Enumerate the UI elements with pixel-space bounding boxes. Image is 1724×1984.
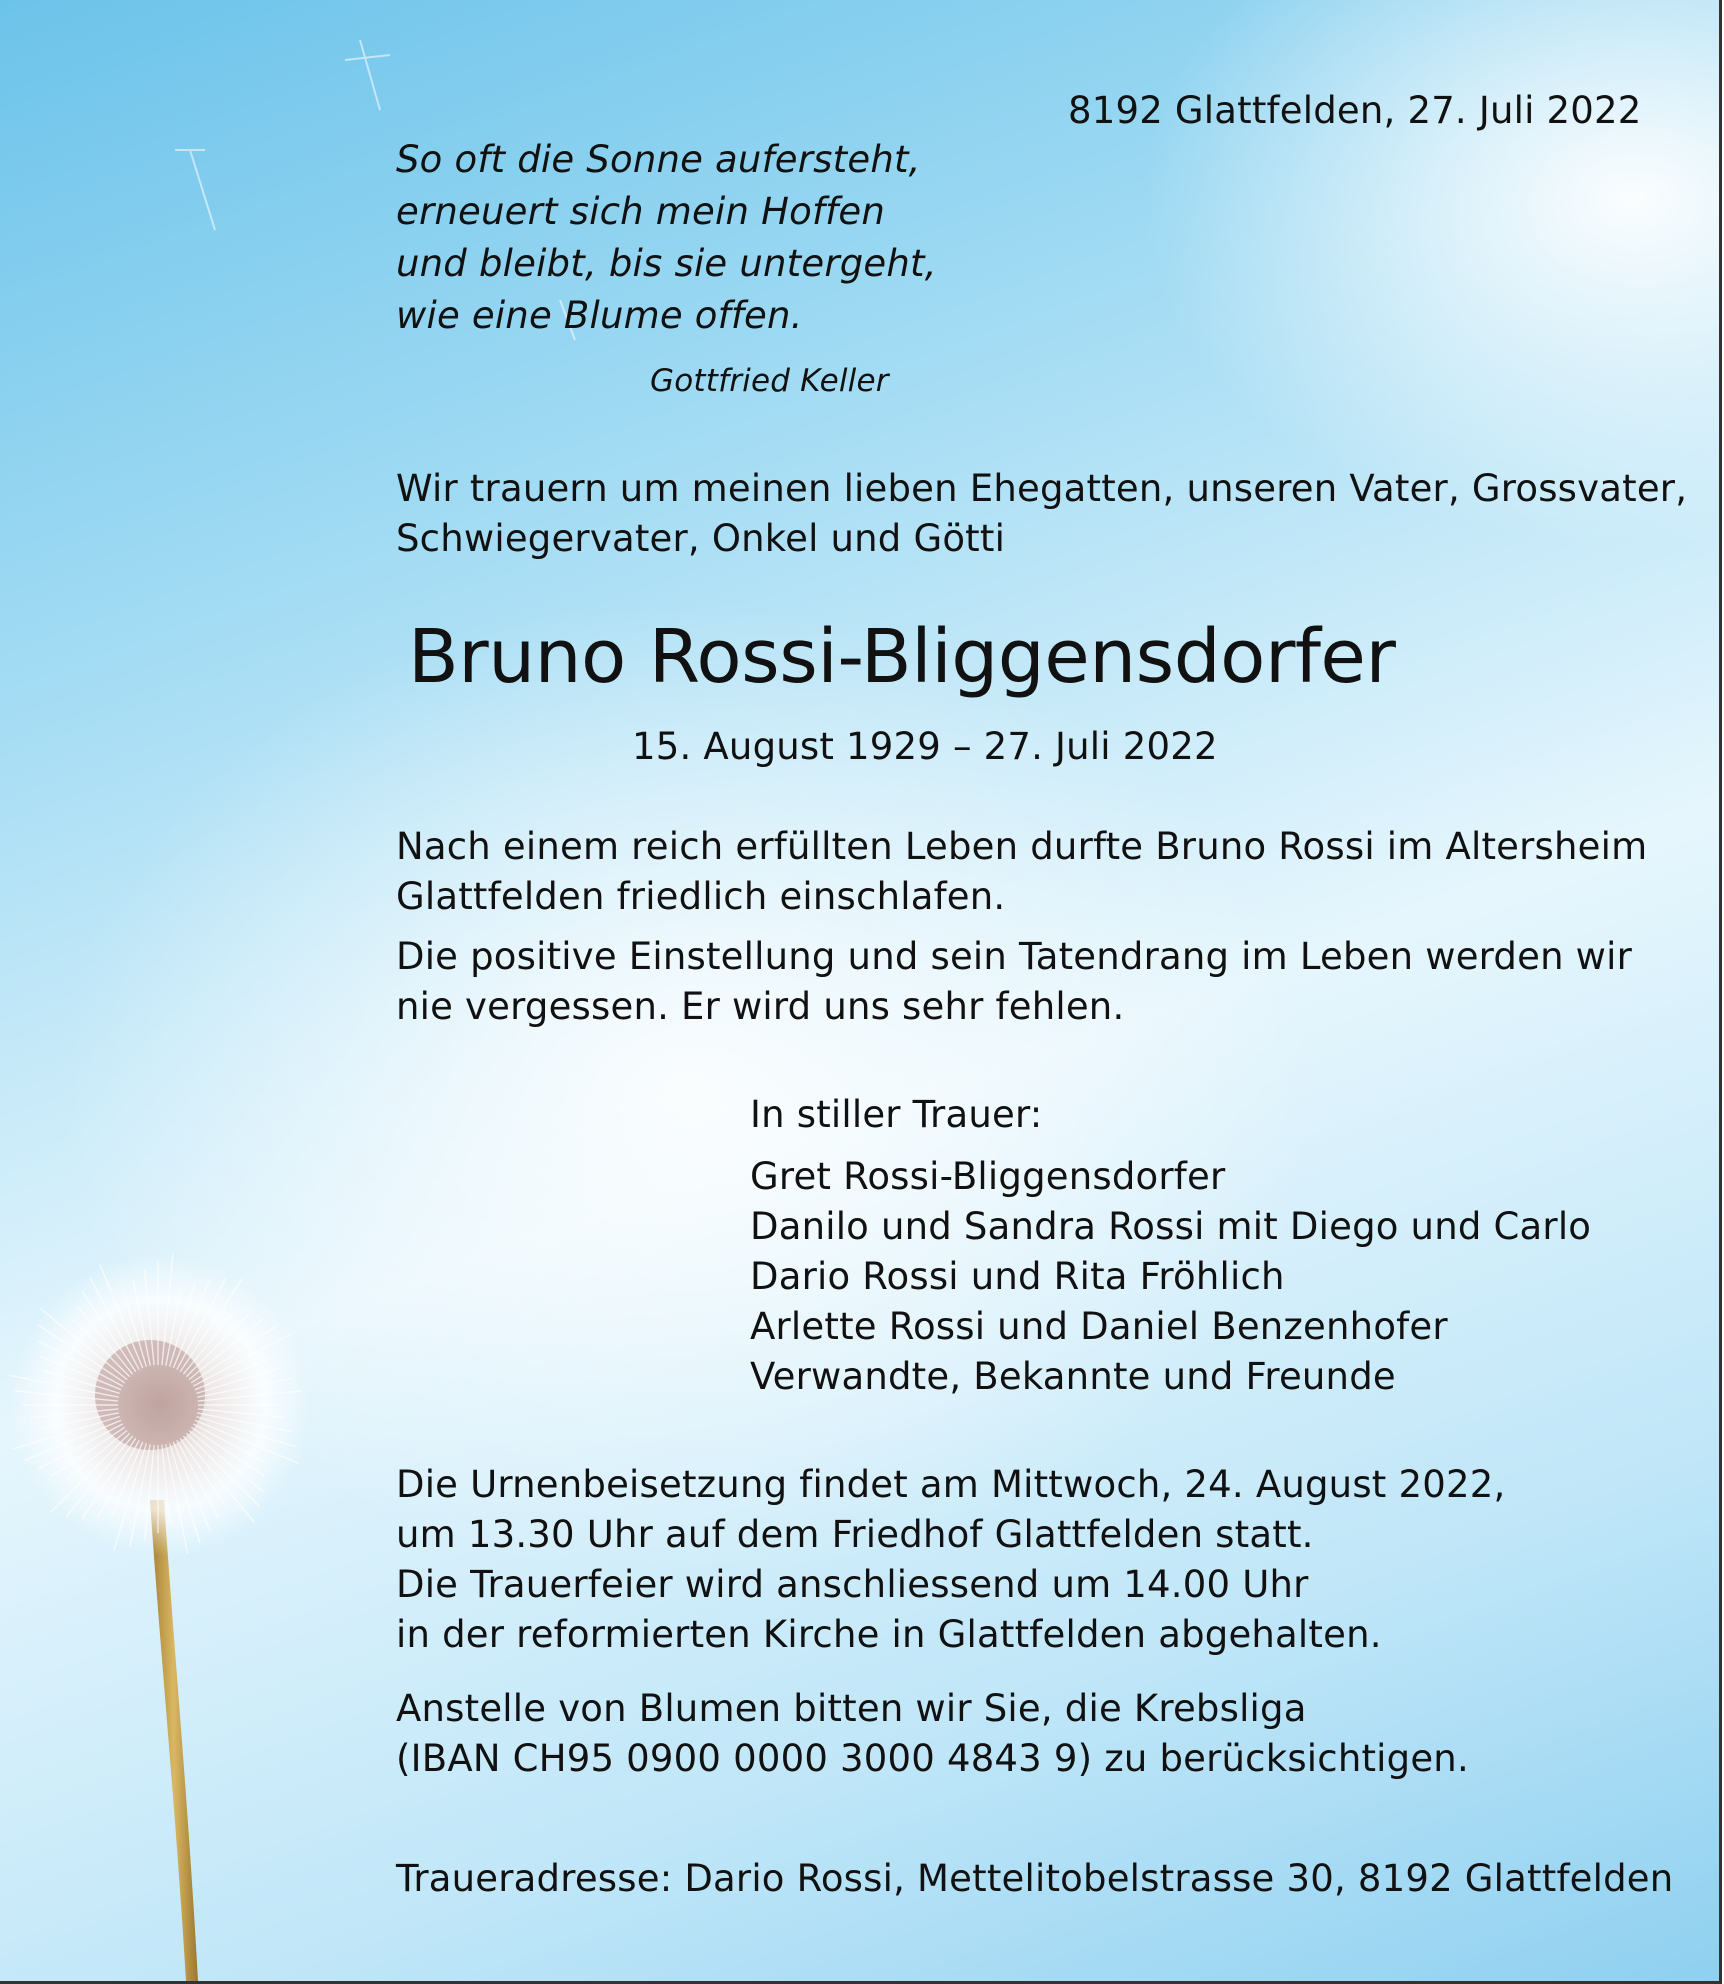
deceased-name: Bruno Rossi-Bliggensdorfer — [408, 614, 1396, 700]
mourner-name: Danilo und Sandra Rossi mit Diego und Carlo — [750, 1205, 1592, 1248]
ceremony-line: in der reformierten Kirche in Glattfelden abgehalten. — [396, 1613, 1382, 1656]
donation-line: (IBAN CH95 0900 0000 3000 4843 9) zu berücksichtigen. — [396, 1737, 1469, 1780]
poem-line: und bleibt, bis sie untergeht, — [396, 242, 937, 285]
poem-line: erneuert sich mein Hoffen — [396, 190, 886, 233]
mourning-address: Traueradresse: Dario Rossi, Mettelitobelstrasse 30, 8192 Glattfelden — [396, 1857, 1674, 1900]
mourner-name: Arlette Rossi und Daniel Benzenhofer — [750, 1305, 1448, 1348]
ceremony-line: um 13.30 Uhr auf dem Friedhof Glattfelden statt. — [396, 1513, 1314, 1556]
poem-line: wie eine Blume offen. — [396, 294, 803, 337]
ceremony-line: Die Urnenbeisetzung findet am Mittwoch, 24. August 2022, — [396, 1463, 1506, 1506]
mourners-heading: In stiller Trauer: — [750, 1093, 1043, 1136]
mourner-name: Gret Rossi-Bliggensdorfer — [750, 1155, 1226, 1198]
mourner-name: Verwandte, Bekannte und Freunde — [750, 1355, 1396, 1398]
life-dates: 15. August 1929 – 27. Juli 2022 — [632, 725, 1218, 768]
dandelion-core — [95, 1340, 205, 1450]
message-line: Nach einem reich erfüllten Leben durfte Bruno Rossi im Altersheim — [396, 825, 1648, 868]
place-date: 8192 Glattfelden, 27. Juli 2022 — [1068, 89, 1642, 132]
donation-line: Anstelle von Blumen bitten wir Sie, die Krebsliga — [396, 1687, 1307, 1730]
mourner-name: Dario Rossi und Rita Fröhlich — [750, 1255, 1285, 1298]
ceremony-line: Die Trauerfeier wird anschliessend um 14.00 Uhr — [396, 1563, 1309, 1606]
intro-line: Wir trauern um meinen lieben Ehegatten, unseren Vater, Grossvater, — [396, 467, 1688, 510]
poem-author: Gottfried Keller — [650, 363, 889, 399]
dandelion-stem — [150, 1500, 198, 1981]
message-line: nie vergessen. Er wird uns sehr fehlen. — [396, 985, 1125, 1028]
message-line: Glattfelden friedlich einschlafen. — [396, 875, 1006, 918]
message-line: Die positive Einstellung und sein Tatendrang im Leben werden wir — [396, 935, 1633, 978]
poem-line: So oft die Sonne aufersteht, — [396, 138, 921, 181]
intro-line: Schwiegervater, Onkel und Götti — [396, 517, 1006, 560]
